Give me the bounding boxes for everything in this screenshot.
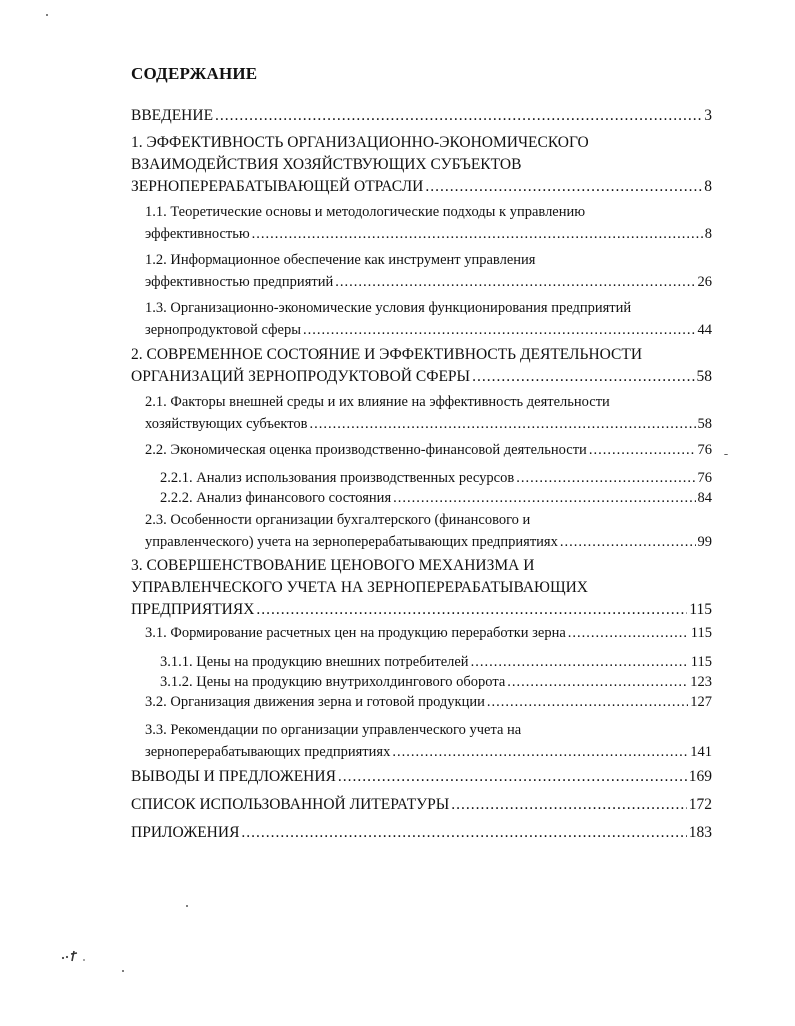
toc-page-number: 127 [690,694,712,710]
dot-leader [589,439,696,461]
toc-page-number: 8 [704,226,712,242]
toc-entry-last-line [145,413,712,435]
dot-leader [303,319,696,341]
toc-entry-title-line: УПРАВЛЕНЧЕСКОГО УЧЕТА НА ЗЕРНОПЕРЕРАБАТЫВАЮЩИХ [131,579,588,596]
toc-page-number: 115 [690,654,712,670]
toc-entry[interactable] [145,691,712,713]
toc-entry-title-line: ПРИЛОЖЕНИЯ [131,824,240,841]
toc-entry[interactable] [160,671,712,693]
toc-entry[interactable] [131,822,712,844]
toc-entry-title-line: 3.3. Рекомендации по организации управленческого учета на [145,722,522,738]
toc-page-number: 58 [696,368,712,385]
toc-page-number: 26 [697,274,712,290]
toc-entry[interactable] [145,622,712,644]
toc-entry-title-line: 3.1.1. Цены на продукцию внешних потребителей [160,654,469,670]
scan-speck [122,970,124,972]
dot-leader [252,223,703,245]
toc-entry-last-line [131,366,712,388]
toc-entry[interactable] [131,344,712,388]
toc-entry-last-line [131,105,712,127]
toc-entry-last-line [145,319,712,341]
toc-page-number: 76 [697,442,712,458]
toc-page-number: 123 [690,674,712,690]
dot-leader [241,822,686,844]
toc-entry-title-line: 2.3. Особенности организации бухгалтерского (финансового и [145,512,531,528]
toc-entry[interactable] [145,391,712,435]
dot-leader [425,176,702,198]
toc-entry-title-line: 2. СОВРЕМЕННОЕ СОСТОЯНИЕ И ЭФФЕКТИВНОСТЬ ДЕЯТЕЛЬНОСТИ [131,346,643,363]
toc-entry-title-line: 1. ЭФФЕКТИВНОСТЬ ОРГАНИЗАЦИОННО-ЭКОНОМИЧЕСКОГО [131,134,589,151]
toc-entry-title-line: 2.2. Экономическая оценка производственно-финансовой деятельности [145,442,587,458]
toc-entry-last-line [131,599,712,621]
toc-entry-last-line [145,741,712,763]
scan-mark-icon [60,948,90,968]
toc-page-number: 84 [697,490,712,506]
toc-entry-title-line: зернопродуктовой сферы [145,322,301,338]
toc-entry-title-line: управленческого) учета на зерноперерабатывающих предприятиях [145,534,558,550]
toc-page-number: 3 [704,107,712,124]
toc-entry-last-line [160,671,712,693]
toc-entry-title-line: 2.2.2. Анализ финансового состояния [160,490,392,506]
toc-page-number: 115 [690,625,712,641]
toc-entry-last-line [131,794,712,816]
toc-entry[interactable] [160,651,712,673]
scan-speck [46,14,48,16]
toc-entry[interactable] [131,105,712,127]
dot-leader [451,794,686,816]
dot-leader [338,766,687,788]
dot-leader [472,366,694,388]
toc-entry[interactable] [145,297,712,341]
toc-page-number: 99 [697,534,712,550]
dot-leader [471,651,689,673]
toc-entry-title-line: 3.2. Организация движения зерна и готовой продукции [145,694,485,710]
dot-leader [507,671,688,693]
toc-page-number: 76 [697,470,712,486]
toc-entry-title-line: 3.1. Формирование расчетных цен на продукцию переработки зерна [145,625,566,641]
toc-entry-last-line [145,271,712,293]
toc-page-number: 183 [688,824,712,841]
toc-entry[interactable] [145,509,712,553]
scan-speck [186,905,188,907]
toc-entry[interactable] [131,132,712,198]
toc-entry-last-line [145,439,712,461]
toc-entry-last-line [131,766,712,788]
toc-entry[interactable] [160,467,712,489]
toc-entry[interactable] [131,794,712,816]
toc-page-number: 172 [688,796,712,813]
toc-entry[interactable] [145,249,712,293]
toc-entry-title-line: эффективностью предприятий [145,274,334,290]
toc-entry-last-line [160,467,712,489]
toc-entry[interactable] [160,487,712,509]
toc-entry-last-line [145,622,712,644]
toc-entry[interactable] [145,719,712,763]
toc-entry-title-line: зерноперерабатывающих предприятиях [145,744,391,760]
toc-page-number: 8 [704,178,712,195]
page-title: СОДЕРЖАНИЕ [131,64,258,83]
toc-entry[interactable] [131,766,712,788]
toc-entry-last-line [160,651,712,673]
toc-entry-title-line: 2.2.1. Анализ использования производственных ресурсов [160,470,515,486]
toc-entry-title-line: 1.2. Информационное обеспечение как инструмент управления [145,252,536,268]
toc-entry-last-line [160,487,712,509]
dot-leader [487,691,688,713]
dot-leader [516,467,695,489]
toc-page-number: 141 [690,744,712,760]
dot-leader [256,599,687,621]
toc-entry-title-line: ВЫВОДЫ И ПРЕДЛОЖЕНИЯ [131,768,336,785]
toc-entry-last-line [145,691,712,713]
toc-page-number: 115 [689,601,712,618]
toc-page-number: 58 [697,416,712,432]
dot-leader [215,105,702,127]
toc-page-number: 44 [697,322,712,338]
dot-leader [335,271,695,293]
toc-entry-last-line [131,822,712,844]
toc-entry-title-line: 1.3. Организационно-экономические условия функционирования предприятий [145,300,632,316]
toc-entry-last-line [131,176,712,198]
toc-entry[interactable] [131,555,712,621]
dot-leader [392,741,688,763]
toc-entry-last-line [145,531,712,553]
toc-entry-title-line: СПИСОК ИСПОЛЬЗОВАННОЙ ЛИТЕРАТУРЫ [131,796,450,813]
toc-entry-title-line: хозяйствующих субъектов [145,416,308,432]
toc-entry[interactable] [145,201,712,245]
toc-entry-title-line: эффективностью [145,226,250,242]
toc-entry-title-line: ЗЕРНОПЕРЕРАБАТЫВАЮЩЕЙ ОТРАСЛИ [131,178,424,195]
toc-entry-title-line: ВВЕДЕНИЕ [131,107,214,124]
toc-entry-title-line: ВЗАИМОДЕЙСТВИЯ ХОЗЯЙСТВУЮЩИХ СУБЪЕКТОВ [131,156,522,173]
dot-leader [560,531,696,553]
dot-leader [393,487,695,509]
toc-page-number: 169 [688,768,712,785]
scan-speck [724,454,728,455]
toc-entry-title-line: ПРЕДПРИЯТИЯХ [131,601,255,618]
toc-entry-title-line: 2.1. Факторы внешней среды и их влияние на эффективность деятельности [145,394,610,410]
dot-leader [309,413,695,435]
toc-entry-title-line: 3.1.2. Цены на продукцию внутрихолдингового оборота [160,674,506,690]
toc-entry-title-line: ОРГАНИЗАЦИЙ ЗЕРНОПРОДУКТОВОЙ СФЕРЫ [131,368,471,385]
toc-entry-title-line: 1.1. Теоретические основы и методологические подходы к управлению [145,204,586,220]
toc-entry[interactable] [145,439,712,461]
toc-entry-last-line [145,223,712,245]
toc-entry-title-line: 3. СОВЕРШЕНСТВОВАНИЕ ЦЕНОВОГО МЕХАНИЗМА И [131,557,535,574]
dot-leader [568,622,689,644]
